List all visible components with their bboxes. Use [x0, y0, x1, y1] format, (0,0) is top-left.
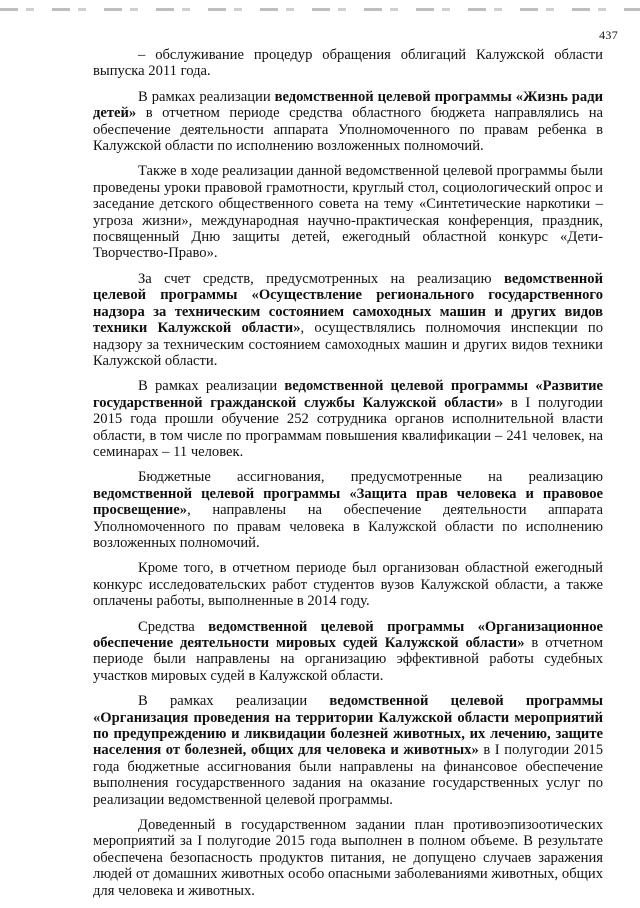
paragraph — [93, 469, 603, 551]
paragraph-text: Средства — [138, 618, 209, 635]
paragraph — [93, 89, 603, 155]
paragraph-text: В рамках реализации — [138, 88, 275, 105]
paragraph-text: – обслуживание процедур обращения облигаций Калужской области выпуска 2011 года. — [93, 47, 603, 80]
program-name-bold: ведомственной целевой программы «Жизнь ради детей» — [93, 88, 604, 122]
page-number: 437 — [599, 28, 618, 42]
paragraph-text: За счет средств, предусмотренных на реализацию — [138, 270, 504, 287]
program-name-bold: ведомственной целевой программы «Осуществление регионального государственного надзора за техническим состоянием самоходных машин и других видов техники Калужской области» — [93, 270, 603, 337]
paragraph-text: в отчетном периоде были направлены на организацию эффективной работы судебных участков мировых судей в Калужской области. — [93, 635, 603, 684]
paragraph-text: В рамках реализации — [138, 378, 285, 395]
paragraph-text: в I полугодии 2015 года прошли обучение 252 сотрудника органов исполнительной власти области, в том числе по программам повышения квалификации – 241 человек, на семинарах – 11 человек. — [93, 394, 603, 460]
paragraph-text: Также в ходе реализации данной ведомственной целевой программы были проведены уроки правовой грамотности, круглый стол, социологический опрос и заседание детского общественного совета на тему «Синтетические наркотики – угроза жизни», международная научно-практическая конференция, праздник, посвященный Дню защиты детей, ежегодный областной конкурс «Дети-Творчество-Право». — [93, 163, 603, 262]
program-name-bold: ведомственной целевой программы «Организация проведения на территории Калужской области мероприятий по предупреждению и ликвидации болезней животных, их лечению, защите населения от болезней, общих для человека и животных» — [93, 693, 603, 759]
paragraph-text: Бюджетные ассигнования, предусмотренные на реализацию — [138, 469, 603, 486]
paragraph — [93, 560, 603, 609]
paragraph-text: В рамках реализации — [138, 693, 330, 710]
paragraph-text: в отчетном периоде средства областного бюджета направлялись на обеспечение деятельности аппарата Уполномоченного по правам ребенка в Калужской области по исполнению возложенных полномочий. — [93, 105, 603, 155]
paragraph-text: , направлены на обеспечение деятельности аппарата Уполномоченного по правам человека в Калужской области по исполнению возложенных полномочий. — [93, 502, 603, 551]
paragraph — [93, 817, 603, 899]
program-name-bold: ведомственной целевой программы «Развитие государственной гражданской службы Калужской области» — [93, 378, 603, 411]
program-name-bold: ведомственной целевой программы «Защита прав человека и правовое просвещение» — [93, 485, 603, 519]
document-body — [93, 47, 603, 908]
paragraph-text: Доведенный в государственном задании план противоэпизоотических мероприятий за I полугодие 2015 года выполнен в полном объеме. В результате обеспечена безопасность продуктов питания, не допущено случаев заражения людей от домашних животных особо опасными заболеваниями животных, общих для человека и животных. — [93, 817, 603, 899]
paragraph — [93, 619, 603, 685]
paragraph-text: , осуществлялись полномочия инспекции по надзору за техническим состоянием самоходных машин и других видов техники Калужской области. — [93, 320, 603, 369]
paragraph — [93, 693, 603, 808]
paragraph-text: Кроме того, в отчетном периоде был организован областной ежегодный конкурс исследовательских работ студентов вузов Калужской области, а также оплачены работы, выполненные в 2014 году. — [93, 560, 603, 610]
paragraph — [93, 378, 603, 460]
scan-artifact-line — [0, 8, 640, 11]
paragraph — [93, 47, 603, 80]
paragraph — [93, 271, 603, 369]
paragraph — [93, 163, 603, 261]
paragraph-text: в I полугодии 2015 года бюджетные ассигнования были направлены на финансовое обеспечение выполнения государственного задания на оказание государственных услуг по реализации ведомственной целевой программы. — [93, 742, 603, 808]
program-name-bold: ведомственной целевой программы «Организационное обеспечение деятельности мировых судей Калужской области» — [93, 618, 604, 651]
